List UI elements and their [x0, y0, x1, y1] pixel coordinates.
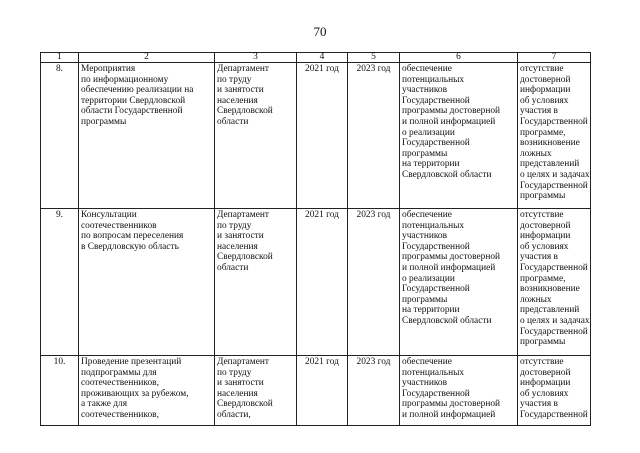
- consequence-cell-line: информации: [520, 231, 571, 242]
- consequence-cell-line: участия в: [520, 399, 558, 410]
- measure-cell-line: Мероприятия: [81, 64, 136, 74]
- result-cell-line: Государственной: [402, 388, 470, 399]
- consequence-cell-line: возникновение: [520, 284, 580, 295]
- measure-cell-line: а также для: [81, 399, 128, 410]
- result-cell-line: программы достоверной: [402, 399, 501, 410]
- executor-cell-line: и занятости: [217, 85, 264, 96]
- result-cell-line: и полной информацией: [402, 409, 496, 420]
- executor-cell-line: населения: [217, 388, 258, 399]
- row-number-cell: 9.: [41, 209, 79, 356]
- executor-cell-line: Свердловской: [217, 252, 273, 263]
- executor-cell: [215, 209, 297, 356]
- executor-cell-line: по труду: [217, 74, 252, 85]
- executor-cell-line: Департамент: [217, 64, 269, 74]
- measure-cell-line: по информационному: [81, 74, 169, 85]
- end-year-cell: 2023 год: [348, 209, 400, 356]
- column-header: 4: [297, 53, 348, 63]
- executor-cell: [215, 356, 297, 426]
- executor-cell-line: области,: [217, 409, 251, 420]
- consequence-cell-line: ложных: [520, 294, 552, 305]
- result-cell-line: участников: [402, 231, 448, 242]
- result-cell: [400, 63, 518, 209]
- result-cell-line: Свердловской области: [402, 169, 492, 180]
- start-year-cell: 2021 год: [297, 356, 348, 426]
- measure-cell-line: территории Свердловской: [81, 95, 186, 106]
- measure-cell-line: соотечественников,: [81, 409, 159, 420]
- table-header-row: [41, 53, 591, 63]
- consequence-cell-line: достоверной: [520, 367, 571, 378]
- result-cell-line: на территории: [402, 305, 460, 316]
- page-number: 70: [313, 24, 327, 39]
- column-header: 6: [400, 53, 518, 63]
- measure-cell-line: по вопросам переселения: [81, 231, 184, 242]
- consequence-cell: [518, 63, 591, 209]
- result-cell-line: Государственной: [402, 138, 470, 149]
- result-cell-line: программы: [402, 294, 448, 305]
- consequence-cell-line: ложных: [520, 148, 552, 159]
- measure-cell-line: области Государственной: [81, 106, 183, 117]
- consequence-cell-line: информации: [520, 85, 571, 96]
- table-row: [41, 209, 591, 356]
- result-cell-line: обеспечение: [402, 64, 452, 74]
- measure-cell: [79, 356, 215, 426]
- result-cell-line: обеспечение: [402, 210, 452, 220]
- result-cell-line: Государственной: [402, 284, 470, 295]
- measure-cell-line: программы: [81, 116, 127, 127]
- consequence-cell-line: достоверной: [520, 220, 571, 231]
- result-cell-line: Свердловской области: [402, 315, 492, 326]
- end-year-cell: 2023 год: [348, 63, 400, 209]
- measure-cell: [79, 63, 215, 209]
- executor-cell-line: Департамент: [217, 357, 269, 367]
- consequence-cell-line: о целях и задачах: [520, 169, 590, 180]
- table-row: [41, 63, 591, 209]
- consequence-cell-line: программы: [520, 191, 566, 202]
- executor-cell: [215, 63, 297, 209]
- consequence-cell-line: программе,: [520, 127, 566, 138]
- measures-table: [40, 52, 591, 426]
- result-cell: [400, 356, 518, 426]
- consequence-cell-line: об условиях: [520, 388, 569, 399]
- consequence-cell-line: об условиях: [520, 241, 569, 252]
- consequence-cell-line: Государственной: [520, 326, 588, 337]
- result-cell-line: на территории: [402, 159, 460, 170]
- executor-cell-line: Свердловской: [217, 399, 273, 410]
- consequence-cell-line: Государственной: [520, 116, 588, 127]
- executor-cell-line: по труду: [217, 220, 252, 231]
- column-header: 5: [348, 53, 400, 63]
- row-number-cell: 10.: [41, 356, 79, 426]
- measure-cell: [79, 209, 215, 356]
- consequence-cell-line: отсутствие: [520, 210, 564, 220]
- consequence-cell-line: о целях и задачах: [520, 315, 590, 326]
- consequence-cell-line: участия в: [520, 106, 558, 117]
- table-row: [41, 356, 591, 426]
- consequence-cell: [518, 209, 591, 356]
- consequence-cell-line: представлений: [520, 159, 580, 170]
- result-cell-line: программы достоверной: [402, 252, 501, 263]
- executor-cell-line: по труду: [217, 367, 252, 378]
- result-cell-line: Государственной: [402, 241, 470, 252]
- consequence-cell-line: возникновение: [520, 138, 580, 149]
- start-year-cell: 2021 год: [297, 209, 348, 356]
- result-cell-line: о реализации: [402, 273, 455, 284]
- result-cell-line: программы: [402, 148, 448, 159]
- measure-cell-line: Консультации: [81, 210, 137, 220]
- executor-cell-line: и занятости: [217, 378, 264, 389]
- executor-cell-line: населения: [217, 241, 258, 252]
- consequence-cell-line: отсутствие: [520, 64, 564, 74]
- executor-cell-line: и занятости: [217, 231, 264, 242]
- consequence-cell-line: программе,: [520, 273, 566, 284]
- measure-cell-line: подпрограммы для: [81, 367, 157, 378]
- executor-cell-line: Департамент: [217, 210, 269, 220]
- result-cell-line: Государственной: [402, 95, 470, 106]
- result-cell: [400, 209, 518, 356]
- column-header: 3: [215, 53, 297, 63]
- consequence-cell-line: Государственной: [520, 262, 588, 273]
- measure-cell-line: соотечественников: [81, 220, 157, 231]
- executor-cell-line: области: [217, 116, 249, 127]
- column-header: 1: [41, 53, 79, 63]
- consequence-cell: [518, 356, 591, 426]
- result-cell-line: и полной информацией: [402, 116, 496, 127]
- result-cell-line: потенциальных: [402, 367, 465, 378]
- result-cell-line: и полной информацией: [402, 262, 496, 273]
- result-cell-line: потенциальных: [402, 220, 465, 231]
- row-number-cell: 8.: [41, 63, 79, 209]
- measure-cell-line: соотечественников,: [81, 378, 159, 389]
- measure-cell-line: в Свердловскую область: [81, 241, 179, 252]
- consequence-cell-line: отсутствие: [520, 357, 564, 367]
- consequence-cell-line: об условиях: [520, 95, 569, 106]
- result-cell-line: программы достоверной: [402, 106, 501, 117]
- consequence-cell-line: Государственной: [520, 180, 588, 191]
- result-cell-line: обеспечение: [402, 357, 452, 367]
- measure-cell-line: Проведение презентаций: [81, 357, 182, 367]
- result-cell-line: потенциальных: [402, 74, 465, 85]
- column-header: 7: [518, 53, 591, 63]
- result-cell-line: участников: [402, 85, 448, 96]
- executor-cell-line: области: [217, 262, 249, 273]
- executor-cell-line: Свердловской: [217, 106, 273, 117]
- consequence-cell-line: достоверной: [520, 74, 571, 85]
- end-year-cell: 2023 год: [348, 356, 400, 426]
- executor-cell-line: населения: [217, 95, 258, 106]
- column-header: 2: [79, 53, 215, 63]
- measure-cell-line: обеспечению реализации на: [81, 85, 194, 96]
- consequence-cell-line: Государственной: [520, 409, 588, 420]
- result-cell-line: участников: [402, 378, 448, 389]
- start-year-cell: 2021 год: [297, 63, 348, 209]
- consequence-cell-line: представлений: [520, 305, 580, 316]
- consequence-cell-line: участия в: [520, 252, 558, 263]
- result-cell-line: о реализации: [402, 127, 455, 138]
- consequence-cell-line: информации: [520, 378, 571, 389]
- consequence-cell-line: программы: [520, 337, 566, 348]
- measure-cell-line: проживающих за рубежом,: [81, 388, 189, 399]
